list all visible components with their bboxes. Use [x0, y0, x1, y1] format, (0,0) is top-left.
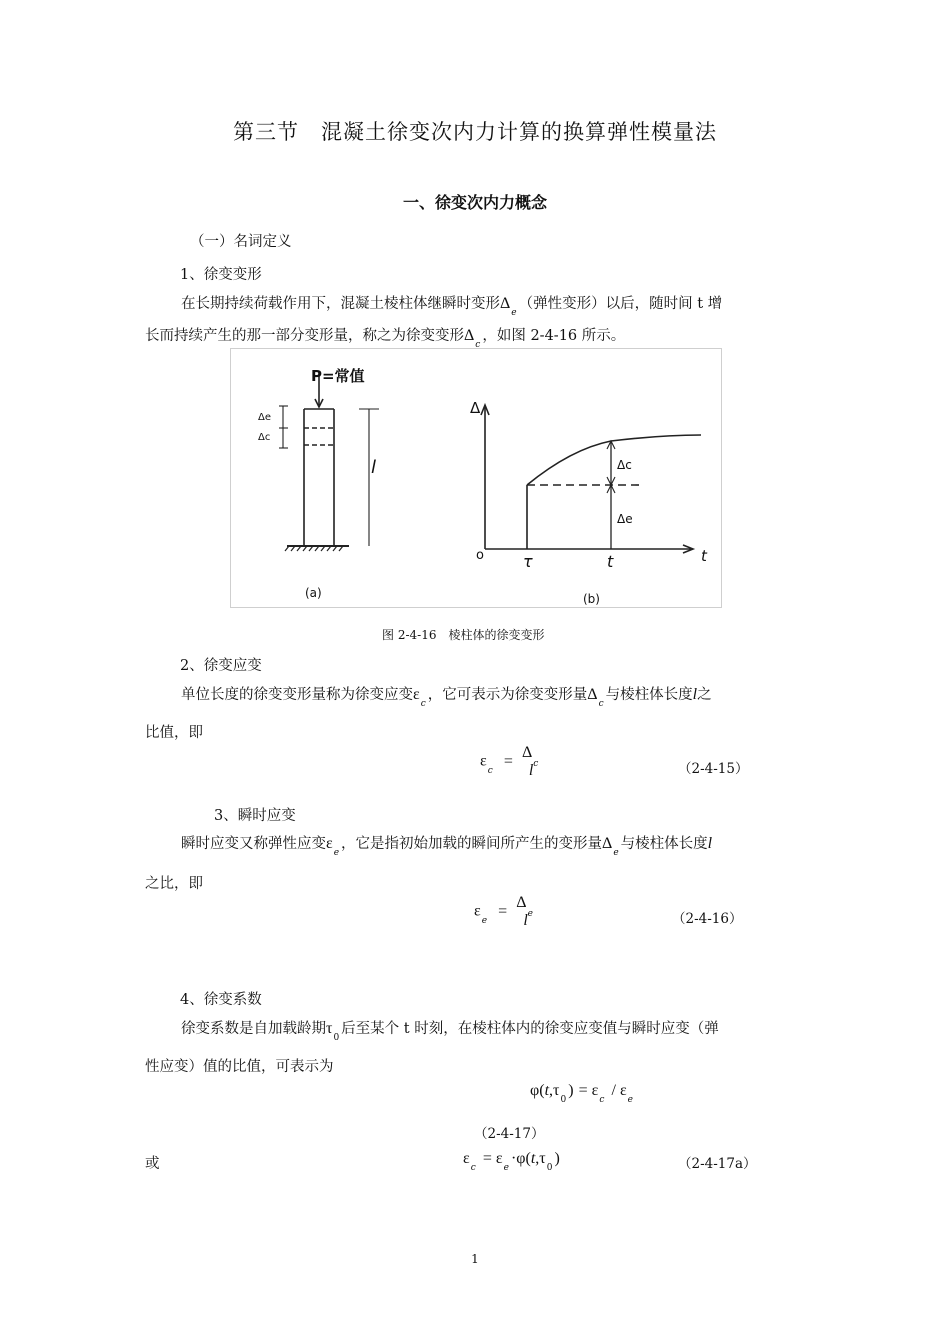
- figure-caption: 图 2-4-16 棱柱体的徐变变形: [382, 628, 545, 642]
- paragraph-1-line-2: 长而持续产生的那一部分变形量，称之为徐变变形$\Delta_c$，如图 2-4-16 所示。: [145, 327, 626, 350]
- x-axis-label: t: [701, 547, 707, 565]
- paragraph-4-line-1: 徐变系数是自加载龄期$\tau_0$后至某个 t 时刻，在棱柱体内的徐变应变值与瞬时应变（弹: [181, 1020, 719, 1043]
- tau-label: τ: [523, 552, 533, 571]
- item-heading-3: 3、瞬时应变: [214, 808, 296, 824]
- equation-2-4-17: $\varphi(t,\tau_0) = \varepsilon_c / \varepsilon_e$: [530, 1082, 633, 1105]
- equation-number-2-4-17a: （2-4-17a）: [678, 1156, 757, 1172]
- origin-label: o: [476, 548, 484, 563]
- equation-number-2-4-15: （2-4-15）: [678, 761, 749, 777]
- creep-deformation-figure: [231, 349, 721, 607]
- paragraph-3-line-1: 瞬时应变又称弹性应变$\varepsilon_e$，它是指初始加载的瞬间所产生的变形量$\Delta_e$与棱柱体长度l: [181, 835, 713, 858]
- curve-elastic-label: Δe: [617, 512, 633, 526]
- page-number: 1: [471, 1252, 479, 1266]
- or-label: 或: [145, 1156, 160, 1172]
- section-heading: 一、徐变次内力概念: [402, 193, 547, 212]
- curve-creep-label: Δc: [617, 458, 632, 472]
- figure-a-label: (a): [305, 586, 322, 600]
- paragraph-2-line-2: 比值，即: [145, 725, 203, 741]
- paragraph-2-line-1: 单位长度的徐变变形量称为徐变应变$\varepsilon_c$，它可表示为徐变变形量$\Delta_c$与棱柱体长度l之: [181, 686, 712, 709]
- equation-number-2-4-16: （2-4-16）: [672, 911, 743, 927]
- equation-2-4-15: $\varepsilon_c$ = $\Delta_c$ l: [480, 744, 539, 779]
- sub-heading: （一）名词定义: [190, 234, 292, 250]
- item-heading-1: 1、徐变变形: [180, 267, 262, 283]
- load-label: P=常值: [311, 367, 365, 385]
- figure-2-4-16: [230, 348, 722, 608]
- paragraph-3-line-2: 之比，即: [145, 876, 203, 892]
- paragraph-4-line-2: 性应变）值的比值，可表示为: [145, 1059, 334, 1075]
- figure-b-label: (b): [583, 592, 600, 606]
- creep-deformation-label: Δc: [258, 432, 271, 443]
- item-heading-4: 4、徐变系数: [180, 992, 262, 1008]
- paragraph-1-line-1: 在长期持续荷载作用下，混凝土棱柱体继瞬时变形$\Delta_e$（弹性变形）以后，随时间 t 增: [181, 295, 723, 318]
- equation-2-4-16: $\varepsilon_e$ = $\Delta_e$ l: [474, 894, 533, 929]
- elastic-deformation-label: Δe: [258, 412, 271, 423]
- equation-2-4-17a: $\varepsilon_c = \varepsilon_e\cdot\varphi(t,\tau_0)$: [463, 1150, 560, 1173]
- page-title: 第三节 混凝土徐变次内力计算的换算弹性模量法: [233, 120, 717, 144]
- y-axis-label: Δ: [470, 399, 481, 417]
- creep-curve: [527, 435, 701, 485]
- equation-number-2-4-17: （2-4-17）: [474, 1126, 545, 1142]
- length-label: l: [371, 457, 377, 478]
- item-heading-2: 2、徐变应变: [180, 658, 262, 674]
- t-label: t: [607, 552, 614, 571]
